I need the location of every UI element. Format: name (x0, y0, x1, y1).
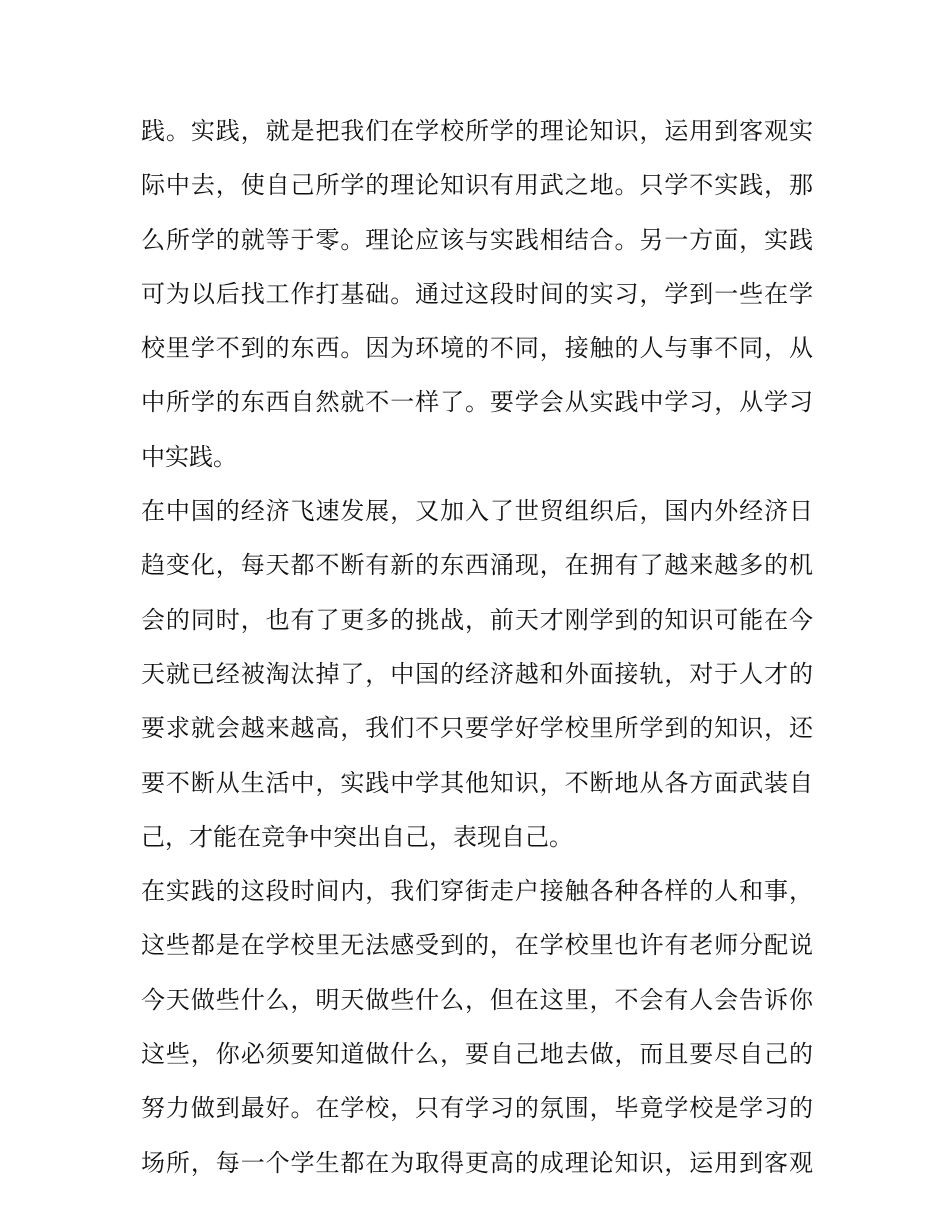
text-line: 践。实践，就是把我们在学校所学的理论知识，运用到客观实 (141, 117, 813, 145)
text-line: 这些都是在学校里无法感受到的，在学校里也许有老师分配说 (141, 931, 813, 960)
text-line: 天就已经被淘汰掉了，中国的经济越和外面接轨，对于人才的 (141, 659, 813, 688)
text-line: 要不断从生活中，实践中学其他知识，不断地从各方面武装自 (141, 768, 813, 797)
text-line: 可为以后找工作打基础。通过这段时间的实习，学到一些在学 (141, 279, 813, 308)
paragraph (141, 484, 813, 864)
text-line: 么所学的就等于零。理论应该与实践相结合。另一方面，实践 (141, 225, 813, 254)
text-line: 努力做到最好。在学校，只有学习的氛围，毕竟学校是学习的 (141, 1094, 813, 1123)
text-line: 中实践。 (141, 442, 237, 471)
text-line: 会的同时，也有了更多的挑战，前天才刚学到的知识可能在今 (141, 605, 813, 634)
text-line: 这些，你必须要知道做什么，要自己地去做，而且要尽自己的 (141, 1040, 813, 1069)
text-line: 今天做些什么，明天做些什么，但在这里，不会有人会告诉你 (141, 985, 813, 1014)
text-line: 中所学的东西自然就不一样了。要学会从实践中学习，从学习 (141, 388, 813, 417)
document-page (141, 104, 813, 1190)
text-line: 在实践的这段时间内，我们穿街走户接触各种各样的人和事， (141, 877, 813, 906)
text-line: 校里学不到的东西。因为环境的不同，接触的人与事不同，从 (141, 334, 813, 363)
text-line: 要求就会越来越高，我们不只要学好学校里所学到的知识，还 (141, 714, 813, 743)
text-line: 际中去，使自己所学的理论知识有用武之地。只学不实践，那 (141, 171, 813, 200)
paragraph (141, 864, 813, 1190)
text-line: 场所，每一个学生都在为取得更高的成理论知识，运用到客观 (141, 1148, 813, 1177)
text-line: 己，才能在竞争中突出自己，表现自己。 (141, 822, 573, 851)
paragraph (141, 104, 813, 484)
text-line: 趋变化，每天都不断有新的东西涌现，在拥有了越来越多的机 (141, 551, 813, 580)
text-line: 在中国的经济飞速发展，又加入了世贸组织后，国内外经济日 (141, 497, 813, 526)
